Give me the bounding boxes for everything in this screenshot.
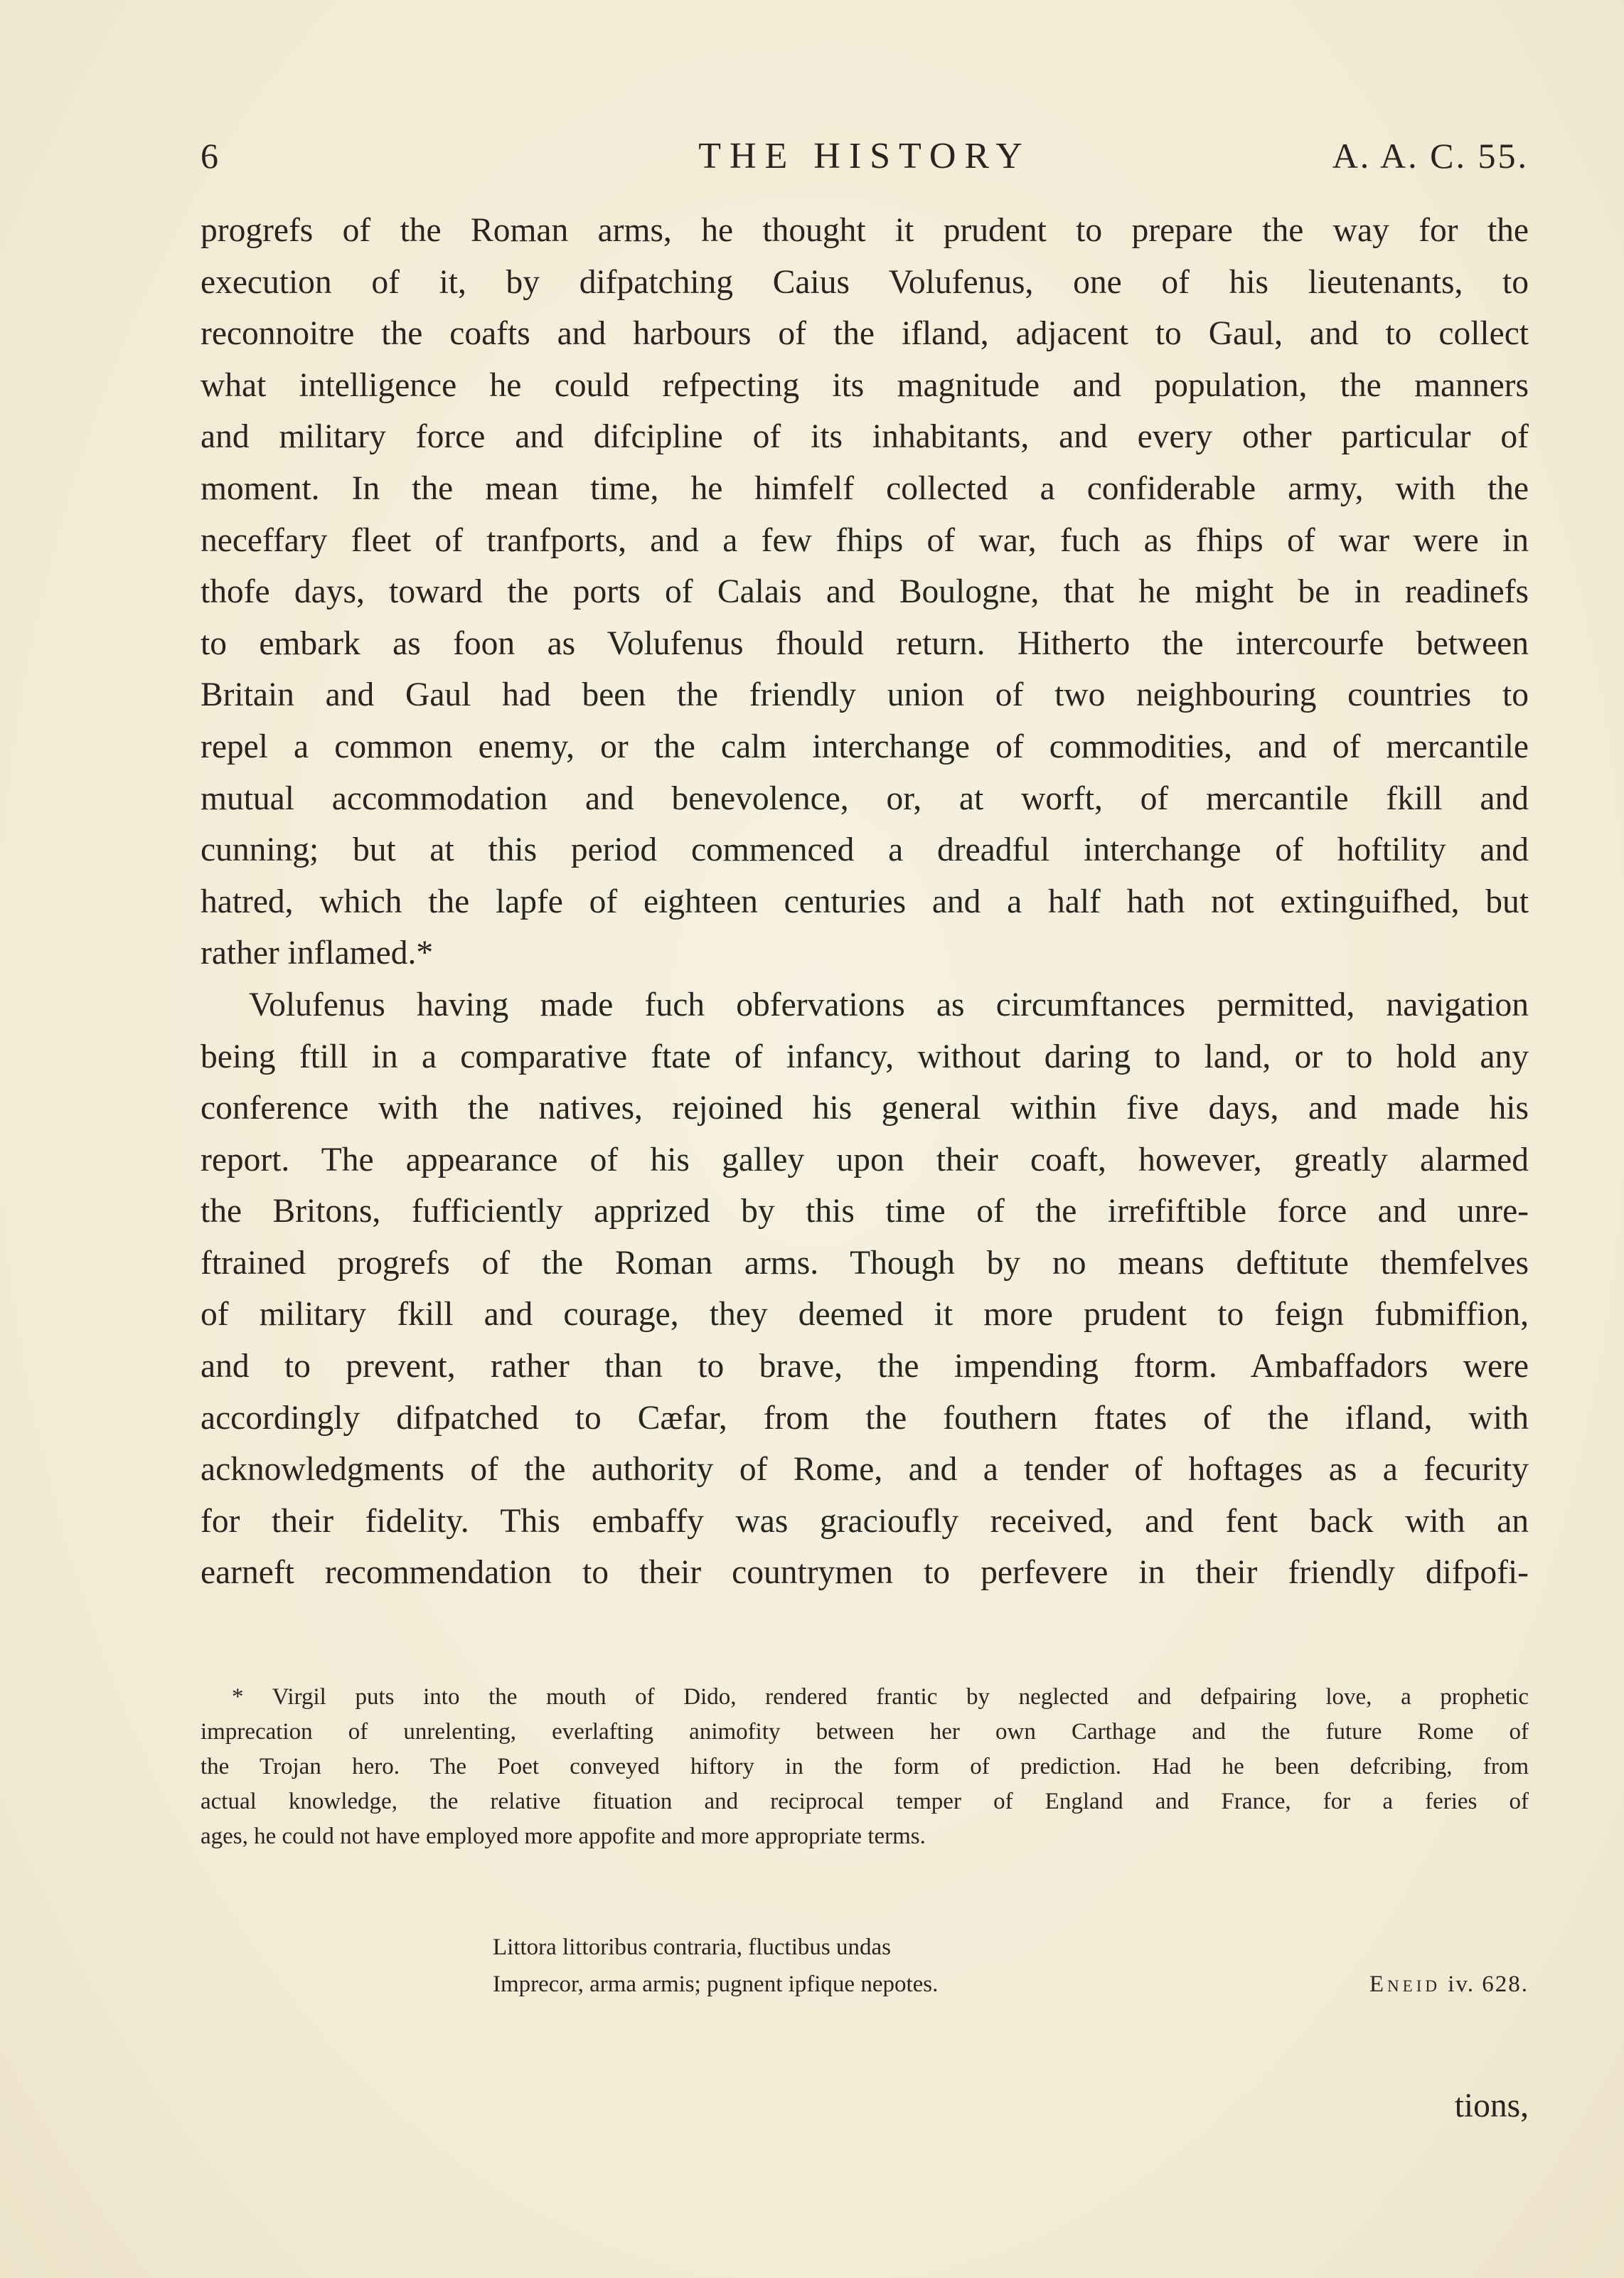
text-line: and military force and difcipline of its inhabitants, and every other particular of bbox=[201, 418, 1529, 456]
text-line: conference with the natives, rejoined his general within five days, and made his bbox=[201, 1090, 1529, 1127]
marginal-date: A. A. C. 55. bbox=[1332, 136, 1529, 176]
text-line: of military fkill and courage, they deemed it more prudent to feign fubmiffion, bbox=[201, 1296, 1529, 1334]
citation-work: Eneid bbox=[1369, 1971, 1441, 1997]
footnote-line: * Virgil puts into the mouth of Dido, rendered frantic by neglected and defpairing love, a prophetic bbox=[232, 1684, 1529, 1710]
verse-line: Imprecor, arma armis; pugnent ipfique nepotes. bbox=[493, 1971, 939, 1997]
footnote-line: ages, he could not have employed more appofite and more appropriate terms. bbox=[201, 1824, 926, 1849]
footnote bbox=[201, 1680, 1529, 1854]
text-line: moment. In the mean time, he himfelf collected a confiderable army, with the bbox=[201, 469, 1529, 507]
text-line: neceffary fleet of tranfports, and a few fhips of war, fuch as fhips of war were in bbox=[201, 521, 1529, 559]
latin-verse-quotation bbox=[493, 1929, 1529, 2003]
text-line: acknowledgments of the authority of Rome, and a tender of hoftages as a fecurity bbox=[201, 1451, 1529, 1489]
text-line: accordingly difpatched to Cæfar, from the fouthern ftates of the ifland, with bbox=[201, 1399, 1529, 1437]
footnote-line: the Trojan hero. The Poet conveyed hiftory in the form of prediction. Had he been defcribing, from bbox=[201, 1754, 1529, 1779]
text-line: rather inflamed.* bbox=[201, 935, 434, 972]
text-line: reconnoitre the coafts and harbours of the ifland, adjacent to Gaul, and to collect bbox=[201, 315, 1529, 353]
page-number: 6 bbox=[201, 136, 220, 176]
footnote-line: imprecation of unrelenting, everlafting animofity between her own Carthage and the future Rome of bbox=[201, 1719, 1529, 1745]
catchword: tions, bbox=[1454, 2087, 1529, 2124]
text-line: thofe days, toward the ports of Calais and Boulogne, that he might be in readinefs bbox=[201, 573, 1529, 611]
main-text bbox=[201, 205, 1529, 1599]
text-line: the Britons, fufficiently apprized by this time of the irrefiftible force and unre- bbox=[201, 1193, 1529, 1230]
citation-reference: iv. 628. bbox=[1448, 1971, 1529, 1997]
text-line: Volufenus having made fuch obfervations as circumftances permitted, navigation bbox=[249, 986, 1529, 1023]
text-line: earneft recommendation to their countrymen to perfevere in their friendly difpofi- bbox=[201, 1554, 1529, 1592]
text-line: ftrained progrefs of the Roman arms. Though by no means deftitute themfelves bbox=[201, 1244, 1529, 1282]
text-line: cunning; but at this period commenced a dreadful interchange of hoftility and bbox=[201, 831, 1529, 869]
text-line: hatred, which the lapfe of eighteen centuries and a half hath not extinguifhed, but bbox=[201, 883, 1529, 920]
text-line: progrefs of the Roman arms, he thought it prudent to prepare the way for the bbox=[201, 212, 1529, 249]
footnote-line: actual knowledge, the relative fituation and reciprocal temper of England and France, for a feries of bbox=[201, 1789, 1529, 1814]
text-line: to embark as foon as Volufenus fhould return. Hitherto the intercourfe between bbox=[201, 624, 1529, 662]
verse-citation bbox=[1369, 1966, 1529, 2003]
text-line: report. The appearance of his galley upon their coaft, however, greatly alarmed bbox=[201, 1141, 1529, 1178]
running-title: THE HISTORY bbox=[698, 136, 1031, 176]
text-line: mutual accommodation and benevolence, or, at worft, of mercantile fkill and bbox=[201, 779, 1529, 817]
text-line: and to prevent, rather than to brave, the impending ftorm. Ambaffadors were bbox=[201, 1348, 1529, 1385]
text-line: for their fidelity. This embaffy was gracioufly received, and fent back with an bbox=[201, 1502, 1529, 1540]
text-line: being ftill in a comparative ftate of infancy, without daring to land, or to hold any bbox=[201, 1038, 1529, 1075]
text-line: what intelligence he could refpecting its magnitude and population, the manners bbox=[201, 366, 1529, 404]
text-line: Britain and Gaul had been the friendly union of two neighbouring countries to bbox=[201, 676, 1529, 714]
text-line: execution of it, by difpatching Caius Volufenus, one of his lieutenants, to bbox=[201, 263, 1529, 301]
verse-line: Littora littoribus contraria, fluctibus undas bbox=[493, 1934, 891, 1960]
page-header bbox=[201, 135, 1529, 178]
text-line: repel a common enemy, or the calm interchange of commodities, and of mercantile bbox=[201, 728, 1529, 765]
